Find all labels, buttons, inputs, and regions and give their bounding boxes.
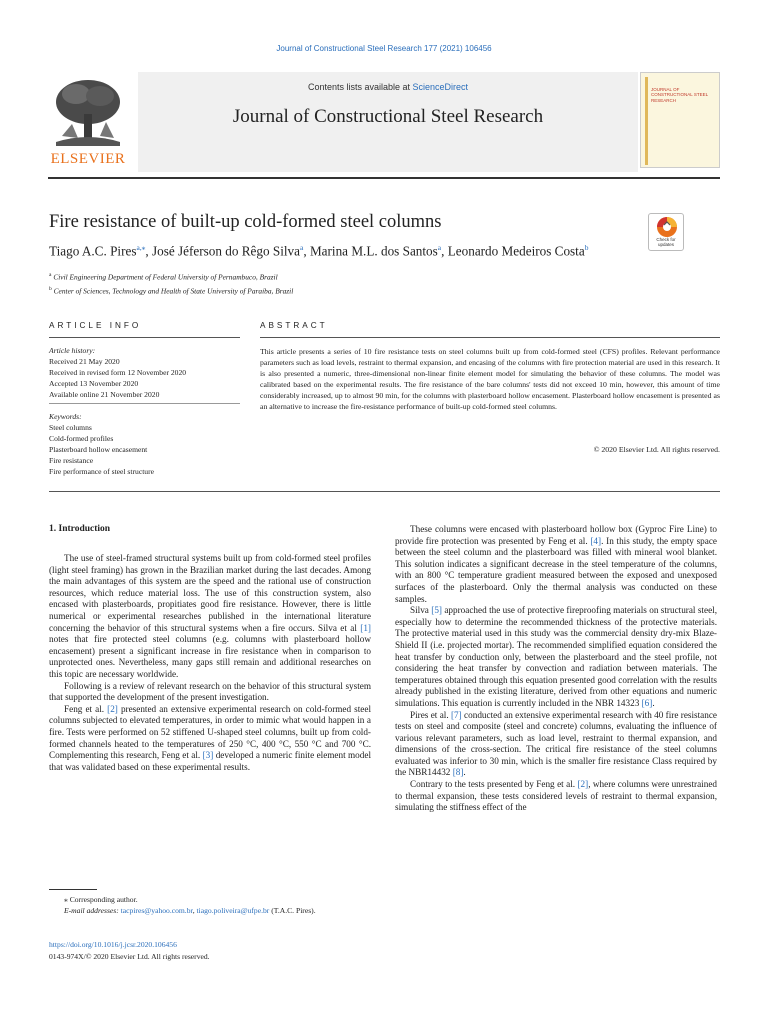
author-name[interactable]: Tiago A.C. Pires (49, 243, 137, 259)
body-column-right (395, 524, 717, 814)
author-name[interactable]: Leonardo Medeiros Costa (447, 243, 585, 259)
keyword-item: Plasterboard hollow encasement (49, 445, 148, 454)
author-name[interactable]: Marina M.L. dos Santos (309, 243, 438, 259)
keyword-item: Fire performance of steel structure (49, 467, 154, 476)
history-item: Received 21 May 2020 (49, 357, 120, 366)
paragraph: Feng et al. [2] presented an extensive experimental research on cold-formed steel columns subjected to elevated temperatures, in order to mimic what would happen in a fire. Tests were performed on 52 stiffened U-shaped steel columns, built up from cold-formed channels heated to the temperatures of 250 °C, 400 °C, 550 °C and 700 °C. Complementing this research, Feng et al. [3] developed a numeric finite element model that was validated based on these experimental results. (49, 703, 372, 772)
author-list (49, 243, 669, 259)
citation-link[interactable]: [2] (107, 703, 118, 714)
keyword-item: Steel columns (49, 423, 92, 432)
paragraph: Contrary to the tests presented by Feng et al. [2], where columns were unrestrained to thermal expansion, these tests considered levels of restraint to thermal expansion, simulating the stiffness effect of the (395, 779, 717, 813)
author-affiliation-mark[interactable]: a (300, 243, 304, 252)
section-heading-introduction: 1. Introduction (49, 524, 111, 534)
citation-link[interactable]: [2] (577, 779, 589, 790)
history-item: Accepted 13 November 2020 (49, 379, 139, 388)
citation-link[interactable]: [3] (202, 750, 214, 761)
history-item: Available online 21 November 2020 (49, 390, 160, 399)
abstract-rule (260, 337, 720, 338)
paragraph: These columns were encased with plasterboard hollow box (Gyproc Fire Line) to provide fire protection was presented by Feng et al. [4]. In this study, the empty space between the steel column and the plasterboard was filled with mineral wool blanket. This solution indicates a significant decrease in the steel temperature of the columns, with an 800 °C temperature gradient measured between the exposed and unexposed surfaces of the plasterboard. Only the thermal analysis was conducted on these samples. (395, 524, 717, 604)
journal-title[interactable]: Journal of Constructional Steel Research (232, 106, 544, 127)
keyword-item: Fire resistance (49, 456, 94, 465)
article-info-heading: ARTICLE INFO (49, 321, 142, 330)
cover-band (645, 77, 648, 165)
paragraph: The use of steel-framed structural systems built up from cold-formed steel profiles (light steel framing) has grown in the Brazilian market during the last decades. Among the main advantages of this system are the speed and the rational use of construction resources, which reduce material loss. The use of this construction system, also encased with plasterboards, propitiates good fire resistance. However, there is little numerical or experimental researches published in the international literature concerning the behavior of this structural systems when a fire occurs. Silva et al [1] notes that fire protected steel columns (e.g. columns with plasterboard hollow encasement) present a significant increase in fire resistance when in comparison to unprotected ones. Nevertheless, many gaps still remain and additional researches on this topic are necessary worldwide. (49, 553, 371, 679)
history-item: Received in revised form 12 November 2020 (49, 368, 187, 377)
article-history (49, 345, 239, 400)
doi-link[interactable]: https://doi.org/10.1016/j.jcsr.2020.106456 (49, 940, 177, 949)
article-title: Fire resistance of built-up cold-formed steel columns (49, 212, 442, 232)
journal-cover-thumbnail[interactable] (640, 72, 720, 168)
contents-prefix: Contents lists available at (307, 82, 413, 92)
affiliation-a: $^a$ Civil Engineering Department of Federal University of Pernambuco, Brazil (49, 272, 278, 282)
citation-link[interactable]: [4] (590, 535, 602, 546)
masthead-banner (138, 72, 638, 172)
elsevier-logo[interactable] (48, 76, 128, 168)
footnote-rule (49, 889, 97, 890)
elsevier-wordmark: ELSEVIER (50, 151, 126, 167)
abstract-heading: ABSTRACT (260, 321, 328, 330)
affiliation-b: $^b$ Center of Sciences, Technology and Health of State University of Paraíba, Brazil (49, 286, 294, 296)
corresponding-author: ⁎ Corresponding author. (64, 895, 138, 904)
keywords (49, 411, 239, 477)
keyword-item: Cold-formed profiles (49, 434, 114, 443)
citation-link[interactable]: [7] (450, 709, 462, 720)
author-affiliation-mark[interactable]: a (437, 243, 442, 252)
contents-line (138, 82, 638, 92)
front-matter-rule (49, 491, 720, 492)
info-rule (49, 337, 240, 338)
author-separator: , (303, 243, 310, 259)
affiliations (49, 269, 569, 298)
body-column-left (49, 553, 371, 773)
email-line: E-mail addresses: tacpires@yahoo.com.br, tiago.poliveira@ufpe.br (T.A.C. Pires). (64, 906, 316, 915)
paragraph: Silva [5] approached the use of protective fireproofing materials on structural steel, especially how to determine the recommended thickness of the protective materials. The protective material used in this study was the commercial density dry-mix Blaze-Shield II (i.e. projected mortar). The recommended simplified equation considered the heat transfer by conduction only, between the plasterboard and the steel profile, not considering the heat transfer by convection and radiation between materials. The temperatures obtained through this equation presented good correlation with the results already published in the existing literature, derived from other equations and numeric simulations. This equation is currently included in the NBR 14323 [6]. (395, 605, 717, 708)
abstract-copyright: © 2020 Elsevier Ltd. All rights reserved. (593, 445, 720, 454)
author-separator: , (145, 243, 153, 259)
cover-title: JOURNAL OF CONSTRUCTIONAL STEEL RESEARCH (651, 87, 708, 103)
keywords-label: Keywords: (49, 412, 82, 421)
history-rule (49, 403, 240, 404)
paragraph: Following is a review of relevant research on the behavior of this structural system that supported the development of the present investigation. (49, 680, 371, 703)
email-link[interactable]: tiago.poliveira@ufpe.br (196, 906, 270, 915)
author-affiliation-mark[interactable]: a,⁎ (136, 243, 146, 252)
footnote (49, 894, 379, 916)
masthead-rule (48, 177, 720, 179)
citation-link[interactable]: [6] (641, 697, 653, 708)
author-separator: , (441, 243, 448, 259)
email-link[interactable]: tacpires@yahoo.com.br (120, 906, 193, 915)
citation-link[interactable]: [5] (431, 605, 442, 616)
author-name[interactable]: José Jéferson do Rêgo Silva (152, 243, 300, 259)
crossmark-label: Check for updates (656, 237, 676, 248)
author-affiliation-mark[interactable]: b (584, 243, 589, 252)
citation-link[interactable]: [1] (360, 622, 371, 633)
history-label: Article history: (49, 346, 96, 355)
journal-reference[interactable]: Journal of Constructional Steel Research 177 (2021) 106456 (276, 44, 492, 53)
sciencedirect-link[interactable]: ScienceDirect (412, 82, 469, 92)
issn-line: 0143-974X/© 2020 Elsevier Ltd. All rights reserved. (49, 952, 210, 961)
abstract-text: This article presents a series of 10 fire resistance tests on steel columns built up from cold-formed steel (CFS) profiles. Relevant performance parameters such as load levels, restraint to thermal expansion, and encasing of the columns with fire protection material are used in this research. It is also presented a numeric, three-dimensional non-linear finite element model for simulating the behavior of these columns. The model was calibrated based on the experimental results. The fire resistance of the bare columns' tests did not exceed 10 min, however, this amount of time considerably increased, up to almost 90 min, for the columns with plasterboard hollow encasement. Plasterboard hollow encasement is presented as an alternative to increase the fire-resistance performance of built-up cold-formed steel columns. (260, 347, 720, 411)
crossmark-icon (649, 214, 685, 240)
elsevier-tree-icon (48, 76, 128, 150)
citation-link[interactable]: [8] (452, 767, 464, 778)
paragraph: Pires et al. [7] conducted an extensive experimental research with 40 fire resistance tests on steel and composite (steel and concrete) columns, evaluating the influence of various relevant parameters, such as load level, restraint to thermal expansion, and dimensions of the cross-section. The critical fire resistance of the steel columns evaluated was inferior to 30 min, which is the smaller fire resistance Class required by the NBR14432 [8]. (395, 709, 718, 778)
masthead (48, 72, 720, 172)
